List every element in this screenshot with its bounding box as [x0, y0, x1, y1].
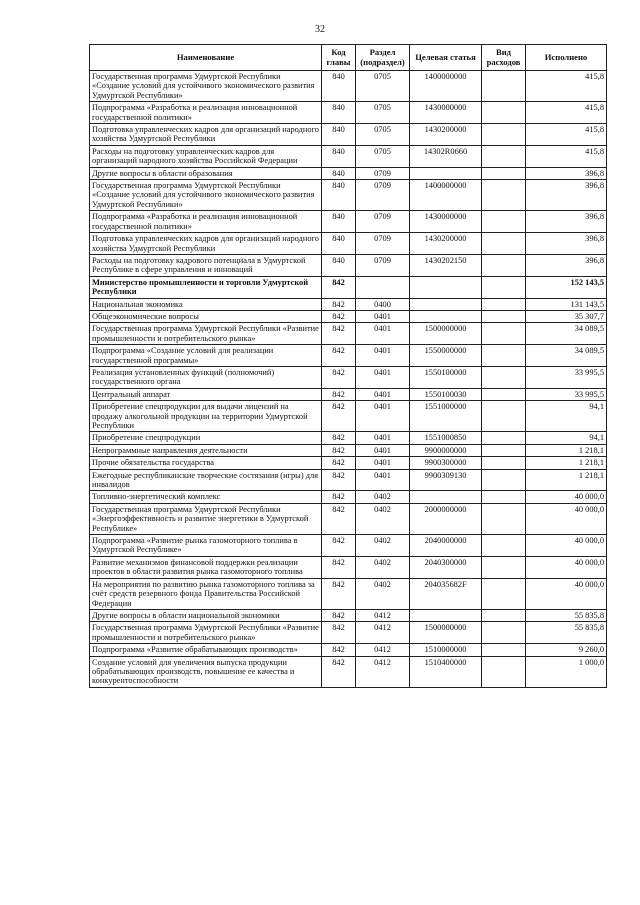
row-name-cell: Министерство промышленности и торговли Удмуртской Республики	[90, 276, 322, 298]
row-value-cell: 40 000,0	[526, 503, 607, 534]
row-target-cell: 1550100030	[410, 388, 482, 400]
row-value-cell: 40 000,0	[526, 578, 607, 609]
header-type: Вид расходов	[482, 45, 526, 71]
row-value-cell: 1 000,0	[526, 656, 607, 687]
row-target-cell: 1500000000	[410, 323, 482, 345]
row-value-cell: 94,1	[526, 401, 607, 432]
header-value: Исполнено	[526, 45, 607, 71]
row-target-cell: 204035682F	[410, 578, 482, 609]
row-value-cell: 131 143,5	[526, 298, 607, 310]
row-section-cell: 0705	[356, 71, 410, 102]
row-section-cell: 0709	[356, 167, 410, 179]
row-type-cell	[482, 71, 526, 102]
row-target-cell: 1400000000	[410, 71, 482, 102]
row-code-cell: 840	[322, 71, 356, 102]
row-value-cell: 396,8	[526, 254, 607, 276]
row-name-cell: Общеэкономические вопросы	[90, 310, 322, 322]
row-target-cell: 1430200000	[410, 124, 482, 146]
header-code: Код главы	[322, 45, 356, 71]
row-type-cell	[482, 388, 526, 400]
row-section-cell: 0705	[356, 102, 410, 124]
row-code-cell: 842	[322, 622, 356, 644]
row-target-cell: 1510000000	[410, 644, 482, 656]
table-row	[90, 388, 607, 400]
row-name-cell: Приобретение спецпродукции	[90, 432, 322, 444]
row-value-cell: 34 089,5	[526, 345, 607, 367]
row-section-cell: 0709	[356, 254, 410, 276]
row-code-cell: 840	[322, 233, 356, 255]
row-value-cell: 55 835,8	[526, 622, 607, 644]
budget-table	[89, 44, 607, 688]
row-section-cell: 0402	[356, 535, 410, 557]
row-code-cell: 840	[322, 102, 356, 124]
table-row	[90, 211, 607, 233]
row-section-cell: 0705	[356, 145, 410, 167]
row-value-cell: 55 835,8	[526, 609, 607, 621]
row-name-cell: Подпрограмма «Создание условий для реализации государственной программы»	[90, 345, 322, 367]
table-row	[90, 609, 607, 621]
header-name: Наименование	[90, 45, 322, 71]
row-name-cell: Центральный аппарат	[90, 388, 322, 400]
table-row	[90, 310, 607, 322]
row-type-cell	[482, 401, 526, 432]
row-target-cell: 1551000000	[410, 401, 482, 432]
row-code-cell: 842	[322, 323, 356, 345]
row-value-cell: 33 995,5	[526, 388, 607, 400]
row-name-cell: Подготовка управленческих кадров для организаций народного хозяйства Удмуртской Республики	[90, 233, 322, 255]
row-type-cell	[482, 457, 526, 469]
row-type-cell	[482, 535, 526, 557]
row-code-cell: 842	[322, 556, 356, 578]
table-row	[90, 432, 607, 444]
row-type-cell	[482, 254, 526, 276]
row-name-cell: Подпрограмма «Разработка и реализация инновационной государственной политики»	[90, 211, 322, 233]
row-type-cell	[482, 167, 526, 179]
table-row	[90, 556, 607, 578]
row-section-cell: 0402	[356, 578, 410, 609]
table-row	[90, 401, 607, 432]
row-type-cell	[482, 102, 526, 124]
row-target-cell: 1510400000	[410, 656, 482, 687]
row-code-cell: 842	[322, 345, 356, 367]
row-code-cell: 842	[322, 401, 356, 432]
row-target-cell: 1551000850	[410, 432, 482, 444]
row-section-cell: 0709	[356, 233, 410, 255]
row-code-cell: 842	[322, 432, 356, 444]
row-section-cell: 0401	[356, 323, 410, 345]
row-name-cell: Развитие механизмов финансовой поддержки реализации проектов в области развития рынка газомоторного топлива	[90, 556, 322, 578]
row-target-cell: 1430000000	[410, 102, 482, 124]
row-code-cell: 842	[322, 388, 356, 400]
table-row	[90, 457, 607, 469]
row-name-cell: Государственная программа Удмуртской Республики «Развитие промышленности и потребительского рынка»	[90, 323, 322, 345]
row-type-cell	[482, 323, 526, 345]
row-section-cell: 0709	[356, 180, 410, 211]
row-section-cell: 0412	[356, 644, 410, 656]
row-type-cell	[482, 310, 526, 322]
row-value-cell: 415,8	[526, 124, 607, 146]
row-type-cell	[482, 656, 526, 687]
row-value-cell: 1 218,1	[526, 444, 607, 456]
row-value-cell: 40 000,0	[526, 491, 607, 503]
table-row	[90, 233, 607, 255]
table-row	[90, 578, 607, 609]
row-type-cell	[482, 366, 526, 388]
row-section-cell: 0401	[356, 388, 410, 400]
row-target-cell	[410, 167, 482, 179]
row-type-cell	[482, 578, 526, 609]
row-name-cell: Национальная экономика	[90, 298, 322, 310]
table-row	[90, 366, 607, 388]
row-type-cell	[482, 345, 526, 367]
table-body	[90, 71, 607, 688]
row-target-cell	[410, 609, 482, 621]
row-name-cell: Непрограммные направления деятельности	[90, 444, 322, 456]
row-section-cell: 0401	[356, 469, 410, 491]
row-name-cell: Расходы на подготовку кадрового потенциала в Удмуртской Республике в сфере управления и инноваций	[90, 254, 322, 276]
row-target-cell: 1430200000	[410, 233, 482, 255]
row-code-cell: 840	[322, 211, 356, 233]
row-code-cell: 840	[322, 124, 356, 146]
row-type-cell	[482, 298, 526, 310]
row-target-cell: 1400000000	[410, 180, 482, 211]
row-name-cell: Государственная программа Удмуртской Республики «Создание условий для устойчивого экономического развития Удмуртской Республики»	[90, 71, 322, 102]
row-section-cell: 0401	[356, 401, 410, 432]
row-code-cell: 842	[322, 609, 356, 621]
row-value-cell: 9 260,0	[526, 644, 607, 656]
row-code-cell: 842	[322, 503, 356, 534]
row-target-cell: 9900309130	[410, 469, 482, 491]
row-value-cell: 40 000,0	[526, 556, 607, 578]
table-row	[90, 656, 607, 687]
row-type-cell	[482, 124, 526, 146]
row-section-cell: 0402	[356, 556, 410, 578]
row-section-cell	[356, 276, 410, 298]
row-name-cell: Подготовка управленческих кадров для организаций народного хозяйства Удмуртской Республики	[90, 124, 322, 146]
row-section-cell: 0401	[356, 345, 410, 367]
row-section-cell: 0412	[356, 656, 410, 687]
table-row	[90, 345, 607, 367]
row-type-cell	[482, 503, 526, 534]
row-value-cell: 33 995,5	[526, 366, 607, 388]
row-code-cell: 842	[322, 491, 356, 503]
row-target-cell: 1550000000	[410, 345, 482, 367]
row-section-cell: 0401	[356, 444, 410, 456]
row-target-cell	[410, 276, 482, 298]
table-row	[90, 71, 607, 102]
row-target-cell: 2000000000	[410, 503, 482, 534]
row-target-cell: 14302R0660	[410, 145, 482, 167]
row-type-cell	[482, 622, 526, 644]
row-code-cell: 842	[322, 444, 356, 456]
row-target-cell: 1550100000	[410, 366, 482, 388]
row-name-cell: Расходы на подготовку управленческих кадров для организаций народного хозяйства Российской Федерации	[90, 145, 322, 167]
row-name-cell: Топливно-энергетический комплекс	[90, 491, 322, 503]
row-code-cell: 840	[322, 167, 356, 179]
table-row	[90, 469, 607, 491]
row-code-cell: 842	[322, 578, 356, 609]
row-type-cell	[482, 180, 526, 211]
row-type-cell	[482, 644, 526, 656]
row-target-cell: 9900300000	[410, 457, 482, 469]
row-target-cell	[410, 310, 482, 322]
row-name-cell: Прочие обязательства государства	[90, 457, 322, 469]
table-row	[90, 298, 607, 310]
row-name-cell: Подпрограмма «Развитие рынка газомоторного топлива в Удмуртской Республике»	[90, 535, 322, 557]
row-type-cell	[482, 432, 526, 444]
table-row	[90, 254, 607, 276]
row-section-cell: 0709	[356, 211, 410, 233]
row-value-cell: 396,8	[526, 233, 607, 255]
table-row	[90, 124, 607, 146]
row-type-cell	[482, 609, 526, 621]
table-header-row	[90, 45, 607, 71]
row-type-cell	[482, 276, 526, 298]
row-value-cell: 94,1	[526, 432, 607, 444]
row-value-cell: 34 089,5	[526, 323, 607, 345]
row-name-cell: Подпрограмма «Разработка и реализация инновационной государственной политики»	[90, 102, 322, 124]
row-section-cell: 0400	[356, 298, 410, 310]
header-target: Целевая статья	[410, 45, 482, 71]
header-section: Раздел (подраздел)	[356, 45, 410, 71]
row-section-cell: 0401	[356, 432, 410, 444]
row-name-cell: На мероприятия по развитию рынка газомоторного топлива за счёт средств резервного фонда Правительства Российской Федерации	[90, 578, 322, 609]
row-type-cell	[482, 145, 526, 167]
row-code-cell: 840	[322, 145, 356, 167]
page-number: 32	[315, 24, 325, 35]
row-name-cell: Ежегодные республиканские творческие состязания (игры) для инвалидов	[90, 469, 322, 491]
table-row	[90, 491, 607, 503]
row-code-cell: 842	[322, 310, 356, 322]
row-code-cell: 842	[322, 535, 356, 557]
row-target-cell	[410, 491, 482, 503]
row-section-cell: 0412	[356, 622, 410, 644]
table-row	[90, 102, 607, 124]
row-name-cell: Другие вопросы в области образования	[90, 167, 322, 179]
table-row	[90, 644, 607, 656]
row-type-cell	[482, 469, 526, 491]
row-value-cell: 1 218,1	[526, 457, 607, 469]
row-type-cell	[482, 233, 526, 255]
row-code-cell: 842	[322, 276, 356, 298]
row-type-cell	[482, 491, 526, 503]
row-name-cell: Государственная программа Удмуртской Республики «Развитие промышленности и потребительского рынка»	[90, 622, 322, 644]
row-code-cell: 842	[322, 656, 356, 687]
row-value-cell: 40 000,0	[526, 535, 607, 557]
row-section-cell: 0402	[356, 491, 410, 503]
table-row	[90, 535, 607, 557]
row-type-cell	[482, 444, 526, 456]
row-target-cell: 2040000000	[410, 535, 482, 557]
table-row	[90, 622, 607, 644]
row-value-cell: 396,8	[526, 180, 607, 211]
row-value-cell: 396,8	[526, 167, 607, 179]
row-target-cell	[410, 298, 482, 310]
row-name-cell: Реализация установленных функций (полномочий) государственного органа	[90, 366, 322, 388]
row-value-cell: 1 218,1	[526, 469, 607, 491]
row-target-cell: 1430202150	[410, 254, 482, 276]
row-code-cell: 842	[322, 366, 356, 388]
row-value-cell: 415,8	[526, 102, 607, 124]
row-code-cell: 842	[322, 457, 356, 469]
row-target-cell: 1500000000	[410, 622, 482, 644]
row-section-cell: 0412	[356, 609, 410, 621]
row-target-cell: 1430000000	[410, 211, 482, 233]
table-row	[90, 180, 607, 211]
row-value-cell: 415,8	[526, 145, 607, 167]
row-value-cell: 152 143,5	[526, 276, 607, 298]
table-row	[90, 145, 607, 167]
row-section-cell: 0402	[356, 503, 410, 534]
row-section-cell: 0705	[356, 124, 410, 146]
row-value-cell: 35 307,7	[526, 310, 607, 322]
table-row	[90, 444, 607, 456]
row-code-cell: 842	[322, 644, 356, 656]
row-name-cell: Приобретение спецпродукции для выдачи лицензий на продажу алкогольной продукции на территории Удмуртской Республики	[90, 401, 322, 432]
table-row	[90, 503, 607, 534]
row-type-cell	[482, 211, 526, 233]
table-row	[90, 167, 607, 179]
row-value-cell: 415,8	[526, 71, 607, 102]
row-section-cell: 0401	[356, 310, 410, 322]
row-name-cell: Создание условий для увеличения выпуска продукции обрабатывающих производств, повышение ее качества и конкурентоспособности	[90, 656, 322, 687]
row-name-cell: Государственная программа Удмуртской Республики «Энергоэффективность и развитие энергетики в Удмуртской Республике»	[90, 503, 322, 534]
row-type-cell	[482, 556, 526, 578]
row-name-cell: Государственная программа Удмуртской Республики «Создание условий для устойчивого экономического развития Удмуртской Республики»	[90, 180, 322, 211]
row-name-cell: Подпрограмма «Развитие обрабатывающих производств»	[90, 644, 322, 656]
row-code-cell: 840	[322, 180, 356, 211]
row-value-cell: 396,8	[526, 211, 607, 233]
row-name-cell: Другие вопросы в области национальной экономики	[90, 609, 322, 621]
table-row	[90, 276, 607, 298]
row-section-cell: 0401	[356, 366, 410, 388]
row-code-cell: 840	[322, 254, 356, 276]
row-code-cell: 842	[322, 298, 356, 310]
row-target-cell: 2040300000	[410, 556, 482, 578]
row-code-cell: 842	[322, 469, 356, 491]
table-row	[90, 323, 607, 345]
row-section-cell: 0401	[356, 457, 410, 469]
row-target-cell: 9900000000	[410, 444, 482, 456]
